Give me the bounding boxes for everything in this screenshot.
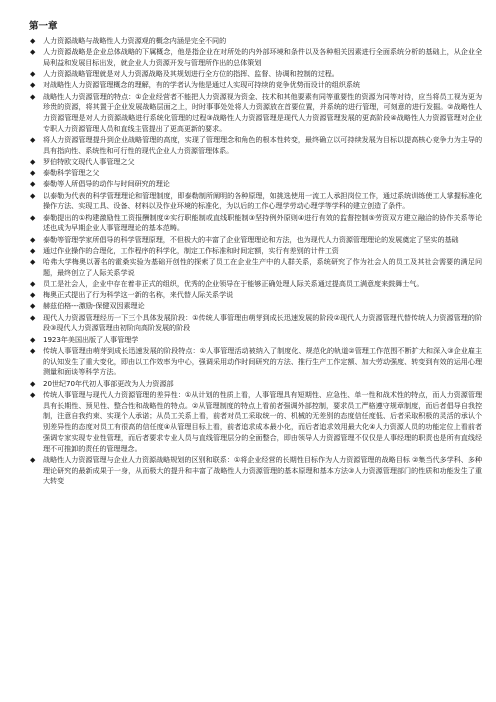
diamond-bullet-icon: ◆	[30, 81, 36, 90]
list-item	[30, 290, 482, 301]
list-item	[30, 313, 482, 335]
diamond-bullet-icon: ◆	[30, 390, 36, 399]
diamond-bullet-icon: ◆	[30, 213, 36, 222]
list-item-text: 战略性人力资源管理与企业人力资源战略规划的区别和联系：①将企业经营的长期性目标作为人力资源管理的战略目标 ②集当代多学科、多种理论研究的最新成果于一身，从而极大的提升和丰富了战略性人力资源管理的基本原理和基本方法③人力资源管理部门的性质和功能发生了重大转变	[43, 454, 482, 486]
list-item-text: 现代人力资源管理经历一下三个具体发展阶段：①传统人事管理由萌芽到成长迅速发展的阶段②现代人力资源管理代替传统人力资源管理的阶段③现代人力资源管理由初阶向高阶发展的阶段	[43, 312, 482, 333]
list-item-text: 20世纪70年代初人事部更改为人力资源部	[43, 378, 174, 388]
list-item-text: 1923年美国出版了人事管理学	[43, 334, 139, 344]
diamond-bullet-icon: ◆	[30, 235, 36, 244]
diamond-bullet-icon: ◆	[30, 169, 36, 178]
list-item	[30, 157, 482, 168]
diamond-bullet-icon: ◆	[30, 313, 36, 322]
diamond-bullet-icon: ◆	[30, 158, 36, 167]
list-item-text: 人力资源战略是企业总体战略的下属概念，他是指企业在对所处的内外部环境和条件以及各种相关因素进行全面系统分析的基础上，从企业全局利益和发展目标出发，就企业人力资源开发与管理所作出的总体策划	[43, 47, 482, 67]
list-item	[30, 191, 482, 213]
diamond-bullet-icon: ◆	[30, 136, 36, 145]
diamond-bullet-icon: ◆	[30, 180, 36, 189]
chapter-heading: 第一章	[29, 21, 58, 32]
diamond-bullet-icon: ◆	[30, 246, 36, 255]
list-item-text: 战略性人力资源管理的特点：①企业经营者不能把人力资源视为资金、技术和其他要素有同等重要性的资源为同等对待，应当将员工视为更为珍贵的资源，将其置于企业发展战略层面之上，时时事事处处将人力资源放在首要位置，并系统的进行管理，可刻意的进行发掘。②战略性人力资源管理是对人力资源战略进行系统化管理的过程③战略性人力资源管理是现代人力资源管理发展的更高阶段④战略性人力资源管理对企业专职人力资源管理人员和直线主管提出了更高更新的要求。	[43, 91, 482, 133]
list-item	[30, 69, 482, 80]
list-item-text: 赫兹伯格---激励-保健双因素理论	[43, 301, 145, 311]
bullet-list	[30, 36, 482, 487]
list-item	[30, 168, 482, 179]
diamond-bullet-icon: ◆	[30, 37, 36, 45]
list-item-text: 传统人事管理由萌芽到成长迅速发展的阶段特点：①人事管理活动被纳入了制度化、规范化的轨道②管理工作范围不断扩大和深入③企业雇主的认知发生了重大变化，即由以工作效率为中心，强调采用动作时间研究的方法、推行生产工作定额、加大劳动强度、转变到有效的运用心理测量和面谈等科学方法。	[43, 345, 482, 377]
diamond-bullet-icon: ◆	[30, 191, 36, 200]
list-item	[30, 135, 482, 157]
list-item	[30, 246, 482, 257]
list-item	[30, 80, 482, 91]
list-item	[30, 390, 482, 455]
list-item	[30, 379, 482, 390]
list-item-text: 通过作业操作的合理化，工作程序的科学化，制定工作标准和时间定额，实行有差别的计件工资	[43, 245, 339, 255]
list-item	[30, 346, 482, 378]
diamond-bullet-icon: ◆	[30, 379, 36, 388]
list-item-text: 泰勒等管理学家所倡导的科学管理原理，不但极大的丰富了企业管理理论和方法，也为现代人力资源管理理论的发展奠定了坚实的基础	[43, 234, 459, 244]
list-item-text: 将人力资源管理提升到企业战略管理的高度，实现了管理理念和角色的根本性转变，最终确立以可持续发展为目标以提高核心竞争力为主导的具有指向性、系统性和可行性的现代企业人力资源管理体系。	[43, 135, 482, 155]
list-item-text: 传统人事管理与现代人力资源管理的差异性：①从计划的性质上看，人事管理具有短期性、应急性、单一性和战术性的特点，而人力资源管理具有长期性、预见性、整合性和战略性的特点。②从管理制度的特点上看前者强调外部控制，要求员工严格遵守规章制度，而后者倡导自我控制，注意自我约束、实现个人承诺；从员工关系上看，前者对员工采取统一的、机械的无差别的态度信任度低、后者采取积极的灵活的承认个别差异性的态度对员工有很高的信任度④从管理目标上看，前者追求成本最小化，而后者追求效用最大化④人力资源人员的功能定位上看前者强调专家实现专业性管理，而后者要求专业人员与直线管理层分的全面整合，即由领导人力资源管理不仅仅是人事经理的职责也是所有直线经理不可推卸的责任的管理理念。	[43, 389, 482, 453]
list-item-text: 人力资源战略与战略性人力资源观的概念内涵是完全不同的	[43, 36, 227, 45]
list-item-text: 对战略性人力资源管理概念的理解，有的学者认为他是通过人实现可持续的竞争优势而设计的组织系统	[43, 80, 360, 90]
diamond-bullet-icon: ◆	[30, 335, 36, 344]
diamond-bullet-icon: ◆	[30, 302, 36, 311]
list-item	[30, 279, 482, 290]
diamond-bullet-icon: ◆	[30, 291, 36, 300]
list-item	[30, 455, 482, 487]
list-item-text: 人力资源战略管理就是对人力资源战略及其规划进行全方位的指挥、监督、协调和控制的过程。	[43, 69, 339, 79]
list-item	[30, 179, 482, 190]
diamond-bullet-icon: ◆	[30, 48, 36, 57]
list-item	[30, 213, 482, 235]
list-item	[30, 335, 482, 346]
diamond-bullet-icon: ◆	[30, 455, 36, 464]
diamond-bullet-icon: ◆	[30, 92, 36, 101]
list-item	[30, 47, 482, 69]
list-item-text: 泰勒科学管理之父	[43, 168, 100, 178]
list-item-text: 员工是社会人，企业中存在着非正式的组织，优秀的企业领导在于能够正确处理人际关系通过提高员工满意度来鼓舞士气。	[43, 279, 424, 288]
list-item-text: 泰勒等人所倡导的动作与时间研究的理论	[43, 179, 170, 189]
list-item-text: 罗伯特欧文现代人事管理之父	[43, 157, 135, 167]
diamond-bullet-icon: ◆	[30, 258, 36, 267]
list-item-text: 泰勒提出的①构建激励性工资报酬制度②实行职能制或直线职能制③坚持例外原则④进行有效的监督控制⑤劳资双方建立融洽的协作关系等论述也成为早期企业人事管理理论的基本范畴。	[43, 212, 482, 233]
list-item	[30, 36, 482, 47]
list-item-text: 哈弗大学梅奥以著名的霍桑实验为基础开创性的探索了员工在企业生产中的人群关系，系统研究了作为社会人的员工及其社会需要的满足问题，最终创立了人际关系学说	[43, 257, 482, 277]
diamond-bullet-icon: ◆	[30, 70, 36, 79]
list-item-text: 梅奥正式提出了行为科学这一新的名称，来代替人际关系学说	[43, 290, 234, 300]
list-item	[30, 92, 482, 135]
diamond-bullet-icon: ◆	[30, 280, 36, 288]
list-item	[30, 257, 482, 279]
list-item	[30, 235, 482, 246]
diamond-bullet-icon: ◆	[30, 346, 36, 355]
list-item	[30, 301, 482, 312]
list-item-text: 以泰勒为代表的科学管理理论和管理制度，即泰勒制所阐明的各种原理，如挑选使用一流工人承担岗位工作，通过系统训练使工人掌握标准化操作方法、实现工具、设备、材料以及作业环境的标准化，为以后的工作心理学劳动心理学等学科的建立创造了条件。	[43, 190, 482, 211]
